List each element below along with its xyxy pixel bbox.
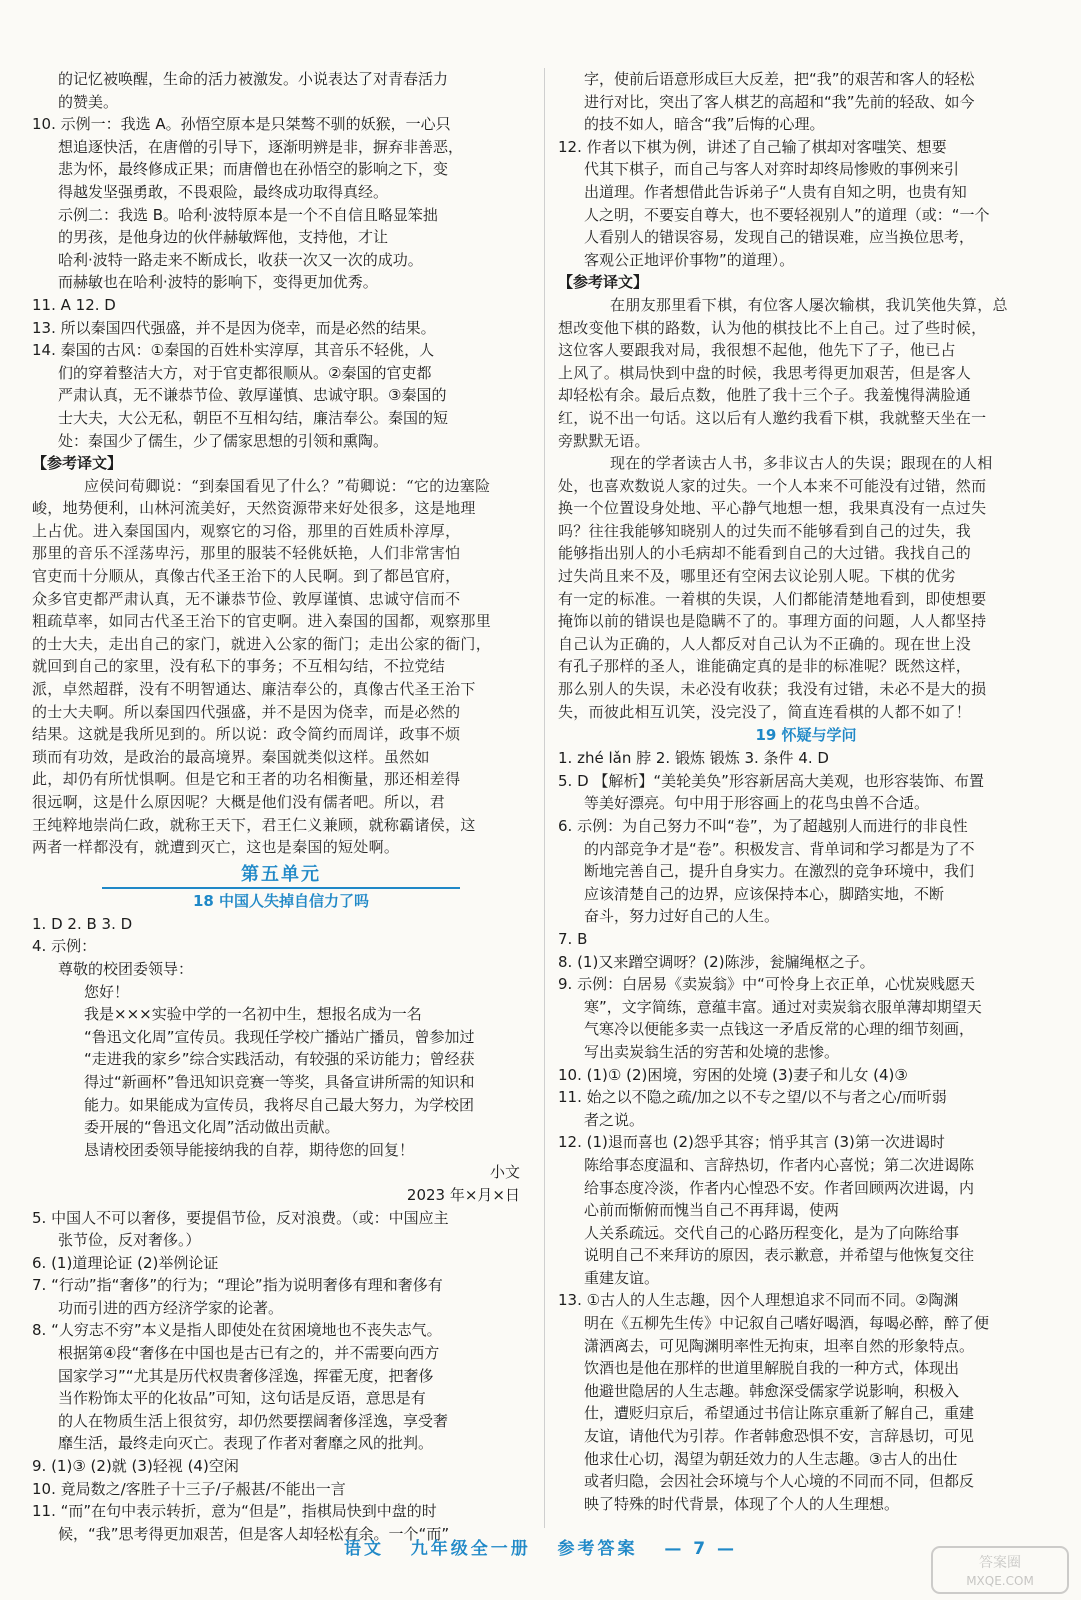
answer-line: 说明自己不来拜访的原因，表示歉意，并希望与他恢复交往 [584, 1246, 975, 1265]
answer-line: 14. 秦国的古风：①秦国的百姓朴实淳厚，其音乐不轻佻，人 [32, 341, 435, 360]
answer-line: 断地完善自己，提升自身实力。在激烈的竞争环境中，我们 [584, 862, 975, 881]
answer-line-group [558, 815, 1054, 928]
page-footer [0, 1534, 1081, 1559]
answer-line: 当作粉饰太平的化妆品”可知，这句话是反语，意思是有 [58, 1389, 426, 1408]
translation-line: 众多官吏都严肃认真，无不谦恭节俭、敦厚谨慎、忠诚守信而不 [32, 589, 461, 608]
answer-line: 悲为怀，最终修成正果；而唐僧也在孙悟空的影响之下，变 [58, 160, 449, 179]
translation-line: 自己认为正确的，人人都反对自己认为不正确的。现在世上没 [558, 634, 972, 653]
translation-line: 那么别人的失误，未必没有收获；我没有过错，未必不是大的损 [558, 680, 987, 699]
footer-subject: 语文 [344, 1539, 385, 1559]
translation-line: 官吏而十分顺从，真像古代圣王治下的人民啊。到了都邑官府， [32, 567, 461, 586]
unit-title: 第五单元 [102, 863, 460, 889]
letter-line: 您好！ [84, 982, 130, 1001]
translation-line-group [558, 294, 1054, 452]
answer-line: 9. 示例：白居易《卖炭翁》中“可怜身上衣正单，心忧炭贱愿天 [558, 975, 975, 994]
translation-line: 峻，地势便利，山林河流美好，天然资源带来好处很多，这是地理 [32, 499, 476, 518]
answer-q11: 11. A 12. D [32, 295, 116, 314]
answer-q7: 7. B [558, 929, 588, 948]
answer-line-group [32, 113, 530, 294]
answer-line: 人之明，不要妄自尊大，也不要轻视别人”的道理（或：“一个 [584, 205, 990, 224]
svg-text:MXQE.COM: MXQE.COM [966, 1574, 1034, 1588]
answer-line: 心前而惭俯而愧当自己不再拜谒，使两 [584, 1201, 840, 1220]
answer-line: 8. “人穷志不穷”本义是指人即使处在贫困境地也不丧失志气。 [32, 1321, 442, 1340]
letter-line: 尊敬的校团委领导： [58, 959, 194, 978]
answer-line: 明在《五柳先生传》中记叙自己嗜好喝酒，每喝必醉，醉了便 [584, 1314, 990, 1333]
translation-line-group [558, 452, 1054, 723]
translation-line: 派，卓然超群，没有不明智通达、廉洁奉公的，真像古代圣王治下 [32, 680, 476, 699]
answer-line: 的人在物质生活上很贫穷，却仍然要摆阔奢侈淫逸，享受奢 [58, 1411, 449, 1430]
answer-line: 示例二：我选 B。哈利·波特原本是一个不自信且略显笨拙 [58, 205, 438, 224]
letter-line: “走进我的家乡”综合实践活动，有较强的采访能力；曾经获 [84, 1050, 475, 1069]
answer-line-group [32, 1319, 530, 1455]
translation-line: 能够指出别人的小毛病却不能看到自己的大过错。我找自己的 [558, 544, 972, 563]
answer-q10b: 10. 竟局数之/客胜子十三子/子赧甚/不能出一言 [32, 1479, 346, 1498]
translation-line: 红，说不出一句话。这以后有人邀约我看下棋，我就整天坐在一 [558, 408, 987, 427]
translation-line: 掩饰以前的错误也是隐瞒不了的。事理方面的问题，人人都坚持 [558, 612, 987, 631]
answer-line: 12. 作者以下棋为例，讲述了自己输了棋却对客嗤笑、想要 [558, 137, 947, 156]
translation-line: 的士大夫，走出自己的家门，就进入公家的衙门；走出公家的衙门， [32, 634, 492, 653]
answer-q6: 6. (1)道理论证 (2)举例论证 [32, 1253, 219, 1272]
footer-label: 参考答案 [557, 1539, 638, 1559]
answer-line-group [558, 770, 1054, 815]
translation-line: 过失尚且来不及，哪里还有空闲去议论别人呢。下棋的优劣 [558, 567, 956, 586]
answer-line: 等美好漂亮。句中用于形容画上的花鸟虫兽不合适。 [584, 794, 930, 813]
answer-line: 7. “行动”指“奢侈”的行为；“理论”指为说明奢侈有理和奢侈有 [32, 1276, 443, 1295]
answer-line: 人看别人的错误容易，发现自己的错误难，应当换位思考， [584, 228, 975, 247]
answer-line: 哈利·波特一路走来不断成长，收获一次又一次的成功。 [58, 250, 423, 269]
answer-line: 功而引进的西方经济学家的论著。 [58, 1298, 284, 1317]
answer-line: 的内部竞争才是“卷”。积极发言、背单词和学习都是为了不 [584, 839, 975, 858]
translation-line: 上占优。进入秦国国内，观察它的习俗，那里的百姓质朴淳厚， [32, 521, 461, 540]
translation-line: 那里的音乐不淫荡卑污，那里的服装不轻佻妖艳，人们非常害怕 [32, 544, 461, 563]
answer-line: 字，使前后语意形成巨大反差，把“我”的艰苦和客人的轻松 [584, 70, 975, 88]
answer-line: 候，“我”思考得更加艰苦，但是客人却轻松有余。一个“而” [58, 1524, 450, 1543]
letter-line: 得过“新画杯”鲁迅知识竞赛一等奖，具备宣讲所需的知识和 [84, 1072, 475, 1091]
translation-line-group [32, 475, 530, 859]
answer-line: 士大夫，大公无私，朝臣不互相勾结，廉洁奉公。秦国的短 [58, 408, 449, 427]
right-column [558, 68, 1054, 1515]
answer-line: 气寒冷以便能多卖一点钱这一矛盾反常的心理的细节刻画， [584, 1020, 975, 1039]
translation-line: 失，而彼此相互讥笑，没完没了，简直连看棋的人都不如了！ [558, 702, 972, 721]
left-column [32, 68, 530, 1545]
translation-line: 有一定的标准。一着棋的失误，人们都能清楚地看到，即使想要 [558, 589, 987, 608]
answer-line: 严肃认真，无不谦恭节俭、敦厚谨慎、忠诚守职。③秦国的 [58, 386, 447, 405]
answer-line: 他求仕心切，渴望为朝廷效力的人生志趣。③古人的出仕 [584, 1449, 958, 1468]
answer-line: 根据第④段“奢侈在中国也是古已有之的，并不需要向西方 [58, 1344, 440, 1363]
translation-line: 这位客人要跟我对局，我很想不起他，他先下了子，他已占 [558, 341, 956, 360]
answer-line: 得越发坚强勇敢，不畏艰险，最终成功取得真经。 [58, 182, 389, 201]
answer-line: 的记忆被唤醒，生命的活力被激发。小说表达了对青春活力 [58, 70, 449, 88]
answer-line: 张节俭，反对奢侈。） [58, 1231, 201, 1250]
answer-line-group [32, 1274, 530, 1319]
translation-line: 应侯问荀卿说：“到秦国看见了什么？”荀卿说：“它的边塞险 [84, 476, 491, 495]
answer-line: 潇洒离去，可见陶渊明率性无拘束，坦率自然的形象特点。 [584, 1336, 975, 1355]
letter-signature: 小文 [489, 1163, 520, 1182]
translation-line: 换一个位置设身处地、平心静气地想一想，我果真没有一点过失 [558, 499, 987, 518]
letter-line: 委开展的“鲁迅文化周”活动做出贡献。 [84, 1118, 340, 1137]
answer-line: 靡生活，最终走向灭亡。表现了作者对奢靡之风的批判。 [58, 1434, 434, 1453]
answer-line: 寒”，文字简练，意蕴丰富。通过对卖炭翁衣服单薄却期望天 [584, 997, 982, 1016]
answer-line: 6. 示例：为自己努力不叫“卷”，为了超越别人而进行的非良性 [558, 817, 968, 835]
answer-line: 应该清楚自己的边界，应该保持本心，脚踏实地，不断 [584, 884, 945, 903]
translation-line: 琐而有功效，是政治的最高境界。秦国就类似这样。虽然如 [32, 747, 430, 766]
answer-line-group [558, 136, 1054, 272]
translation-line: 很远啊，这是什么原因呢？大概是他们没有儒者吧。所以，君 [32, 793, 446, 811]
translation-line: 就回到自己的家里，没有私下的事务；不互相勾结，不拉党结 [32, 657, 446, 676]
answer-line: 给事态度冷淡，作者内心惶恐不安。作者回顾两次进谒，内 [584, 1178, 975, 1197]
letter-line: 我是×××实验中学的一名初中生，想报名成为一名 [84, 1005, 422, 1024]
translation-line: 上风了。棋局快到中盘的时候，我思考得更加艰苦，但是客人 [558, 363, 972, 382]
answer-line: 5. D 【解析】“美轮美奂”形容新居高大美观，也形容装饰、布置 [558, 771, 984, 790]
translation-line: 两者一样都没有，就遭到灭亡，这也是秦国的短处啊。 [32, 838, 400, 857]
answer-line: 12. (1)退而喜也 (2)怨乎其容；悄乎其言 (3)第一次进谒时 [558, 1133, 945, 1152]
lesson-title-18: 18 中国人失掉自信力了吗 [192, 891, 370, 910]
answer-line: 陈给事态度温和、言辞热切，作者内心喜悦；第二次进谒陈 [584, 1155, 975, 1174]
answer-line: 国家学习”“尤其是历代权贵奢侈淫逸，挥霍无度，把奢侈 [58, 1366, 434, 1385]
answer-line: 代其下棋子，而自己与客人对弈时却终局惨败的事例来引 [584, 160, 960, 179]
translation-line: 处，也喜欢数说人家的过失。一个人本来不可能没有过错，然而 [558, 476, 987, 495]
answer-line: 或者归隐，会因社会环境与个人心境的不同而不同，但都反 [584, 1472, 975, 1491]
answer-q10: 10. (1)① (2)困境，穷困的处境 (3)妻子和儿女 (4)③ [558, 1065, 908, 1084]
reference-translation-label: 【参考译文】 [32, 454, 123, 473]
answer-line: 仕，遭贬归京后，希望通过书信让陈京重新了解自己，重建 [584, 1404, 975, 1423]
translation-line: 旁默默无语。 [558, 431, 650, 450]
answer-line: 想追逐快活，在唐僧的引导下，逐渐明辨是非，摒弃非善恶， [58, 137, 464, 156]
answer-line: 人关系疏远。交代自己的心路历程变化，是为了向陈给事 [584, 1223, 960, 1242]
answer-line: 11. 始之以不隐之疏/加之以不专之望/以不与者之心/而听弱 [558, 1088, 947, 1107]
answer-line: 13. ①古人的人生志趣，因个人理想追求不同而不同。②陶渊 [558, 1291, 959, 1310]
translation-line: 吗？往往我能够知晓别人的过失而不能够看到自己的过失，我 [558, 521, 972, 540]
watermark-logo [930, 1545, 1070, 1595]
answer-line: 饮酒也是他在那样的世道里解脱自我的一种方式，体现出 [584, 1359, 960, 1378]
footer-grade: 九年级全一册 [410, 1539, 531, 1559]
answer-q8: 8. (1)又来蹭空调呀？(2)陈涉，瓮牖绳枢之子。 [558, 952, 875, 971]
answer-q9: 9. (1)③ (2)就 (3)轻视 (4)空闲 [32, 1457, 239, 1476]
lesson-title-19: 19 怀疑与学问 [755, 726, 857, 745]
answer-line: 的技不如人，暗含“我”后悔的心理。 [584, 115, 825, 134]
translation-line: 却轻松有余。最后点数，他胜了我十三个子。我羞愧得满脸通 [558, 386, 972, 405]
answer-line: 而赫敏也在哈利·波特的影响下，变得更加优秀。 [58, 273, 378, 292]
answer-line: 他避世隐居的人生志趣。韩愈深受儒家学说影响，积极入 [584, 1381, 960, 1400]
translation-line: 此，却仍有所忧惧啊。但是它和王者的功名相衡量，那还相差得 [32, 770, 461, 789]
answer-line: 客观公正地评价事物”的道理）。 [584, 250, 795, 269]
answer-line: 进行对比，突出了客人棋艺的高超和“我”先前的轻敌、如今 [584, 92, 975, 111]
translation-line: 王纯粹地崇尚仁政，就称王天下，君王仁义兼顾，就称霸诸侯，这 [32, 815, 476, 834]
answer-q1-3: 1. D 2. B 3. D [32, 914, 133, 933]
answer-q1-4: 1. zhé lǎn 脖 2. 锻炼 锻炼 3. 条件 4. D [558, 749, 829, 768]
letter-line: 能力。如果能成为宣传员，我将尽自己最大努力，为学校团 [84, 1095, 475, 1114]
letter-date: 2023 年×月×日 [406, 1185, 520, 1204]
translation-line: 结果。这就是我所见到的。所以说：政令简约而周详，政事不烦 [32, 725, 461, 744]
answer-line: 的男孩，是他身边的伙伴赫敏辉他，支持他，才让 [58, 228, 389, 247]
footer-page-number: — 7 — [664, 1539, 737, 1559]
answer-line-group [32, 339, 530, 452]
answer-q4: 4. 示例： [32, 937, 97, 956]
answer-line: 映了特殊的时代背景，体现了个人的人生理想。 [584, 1494, 900, 1513]
answer-line: 者之说。 [584, 1110, 645, 1129]
answer-line: 们的穿着整洁大方，对于官吏都很顺从。②秦国的官吏都 [58, 363, 432, 382]
translation-line: 想改变他下棋的路数，认为他的棋技比不上自己。过了些时候， [558, 318, 987, 337]
answer-line: 友谊，请他代为引荐。作者韩愈恐惧不安，言辞恳切，可见 [584, 1427, 975, 1446]
answer-line-group [558, 68, 1054, 136]
answer-line: 10. 示例一：我选 A。孙悟空原本是只桀骜不驯的妖猴，一心只 [32, 115, 451, 134]
column-divider [544, 68, 545, 1528]
translation-line: 的士大夫啊。所以秦国四代强盛，并不是因为侥幸，而是必然的 [32, 702, 461, 721]
answer-line-group [558, 1131, 1054, 1289]
svg-text:答案圈: 答案圈 [979, 1555, 1021, 1571]
answer-line-group [558, 1289, 1054, 1515]
answer-line: 11. “而”在句中表示转折，意为“但是”，指棋局快到中盘的时 [32, 1502, 437, 1521]
letter-line-group [32, 958, 530, 1161]
answer-line: 的赞美。 [58, 92, 119, 111]
translation-line: 现在的学者读古人书，多非议古人的失误；跟现在的人相 [610, 454, 993, 473]
answer-line-group [32, 68, 530, 113]
answer-line: 出道理。作者想借此告诉弟子“人贵有自知之明，也贵有知 [584, 182, 967, 201]
letter-line: “鲁迅文化周”宣传员。我现任学校广播站广播员，曾参加过 [84, 1027, 475, 1046]
answer-line-group [32, 1207, 530, 1252]
answer-line: 5. 中国人不可以奢侈，要提倡节俭，反对浪费。（或：中国应主 [32, 1208, 449, 1227]
answer-line: 处：秦国少了儒生，少了儒家思想的引领和熏陶。 [58, 431, 389, 450]
translation-line: 粗疏草率，如同古代圣王治下的官吏啊。进入秦国的国都，观察那里 [32, 612, 492, 631]
answer-line-group [558, 1086, 1054, 1131]
translation-line: 有孔子那样的圣人，谁能确定真的是非的标准呢？既然这样， [558, 657, 972, 676]
answer-line: 重建友谊。 [584, 1268, 660, 1287]
letter-line: 恳请校团委领导能接纳我的自荐，期待您的回复！ [84, 1140, 415, 1159]
reference-translation-label: 【参考译文】 [558, 273, 649, 292]
answer-q13: 13. 所以秦国四代强盛，并不是因为侥幸，而是必然的结果。 [32, 318, 436, 337]
translation-line: 在朋友那里看下棋，有位客人屡次输棋，我讥笑他失算，总 [610, 295, 1008, 314]
answer-line: 奋斗，努力过好自己的人生。 [584, 907, 780, 926]
answer-line-group [558, 973, 1054, 1063]
answer-line: 写出卖炭翁生活的穷苦和处境的悲惨。 [584, 1042, 840, 1061]
